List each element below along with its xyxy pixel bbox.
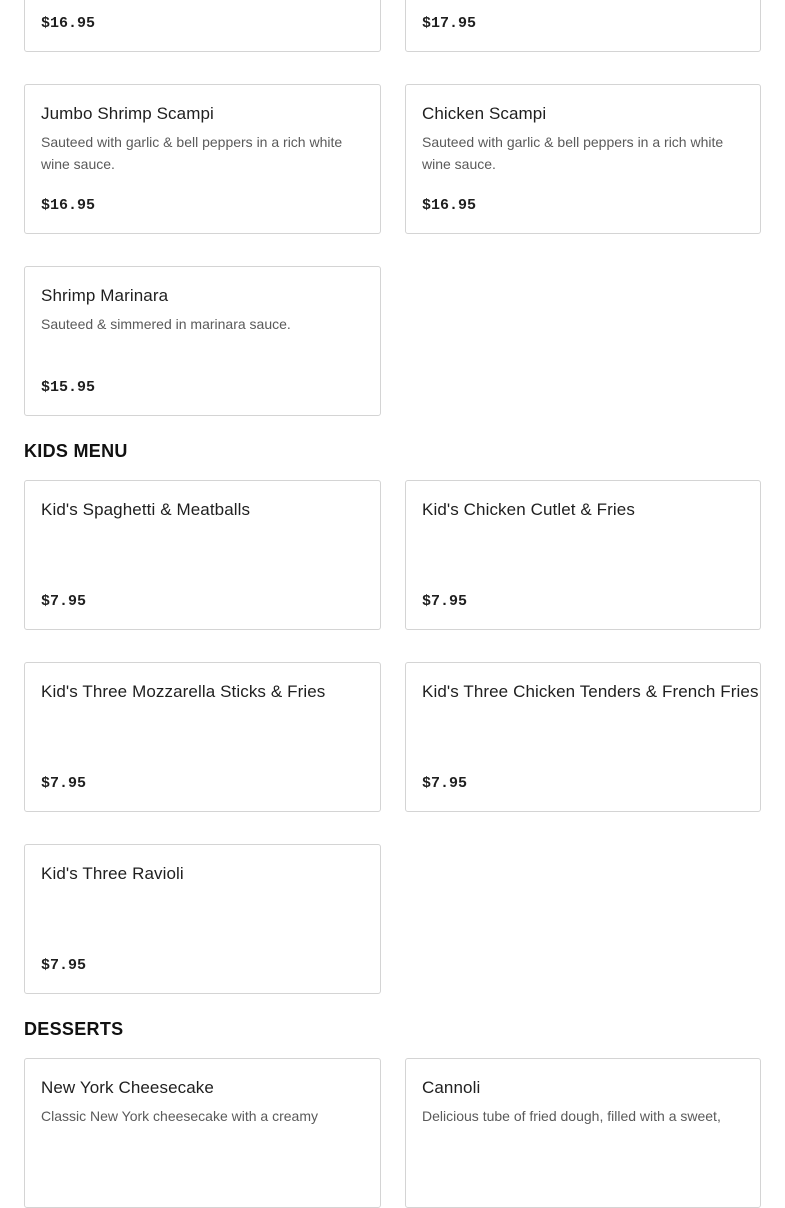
menu-item-description: Sauteed with garlic & bell peppers in a rich white wine sauce. [41, 134, 343, 172]
menu-item-name: Cannoli [422, 1078, 481, 1097]
menu-item-price: $15.95 [41, 379, 96, 396]
menu-item-description: Sauteed & simmered in marinara sauce. [41, 316, 291, 332]
menu-item-card[interactable] [405, 0, 761, 52]
menu-item-card[interactable] [405, 662, 761, 812]
menu-item-card[interactable] [405, 1058, 761, 1208]
menu-item-card[interactable] [24, 84, 381, 234]
menu-item-card[interactable] [24, 662, 381, 812]
menu-item-card[interactable] [405, 480, 761, 630]
menu-item-card[interactable] [24, 1058, 381, 1208]
menu-item-price: $7.95 [422, 775, 468, 792]
menu-item-description: Delicious tube of fried dough, filled with a sweet, [422, 1108, 721, 1124]
menu-item-card[interactable] [405, 84, 761, 234]
menu-item-price: $16.95 [422, 197, 477, 214]
section-title-desserts: DESSERTS [24, 1019, 124, 1039]
menu-item-price: $16.95 [41, 15, 96, 32]
section-title-kids-menu: KIDS MENU [24, 441, 128, 461]
menu-item-card[interactable] [24, 844, 381, 994]
menu-item-card[interactable] [24, 0, 381, 52]
menu-item-name: Kid's Three Ravioli [41, 864, 184, 883]
menu-item-description: Sauteed with garlic & bell peppers in a rich white wine sauce. [422, 134, 724, 172]
menu-item-price: $7.95 [41, 593, 87, 610]
menu-item-card[interactable] [24, 266, 381, 416]
menu-item-name: Shrimp Marinara [41, 286, 169, 305]
menu-item-price: $7.95 [422, 593, 468, 610]
menu-item-description: Classic New York cheesecake with a creamy [41, 1108, 319, 1124]
menu-item-name: Chicken Scampi [422, 104, 547, 123]
menu-item-price: $7.95 [41, 775, 87, 792]
menu-item-name: Kid's Spaghetti & Meatballs [41, 500, 251, 519]
menu-item-price: $7.95 [41, 957, 87, 974]
menu-item-name: Jumbo Shrimp Scampi [41, 104, 214, 123]
menu-item-name: Kid's Three Mozzarella Sticks & Fries [41, 682, 326, 701]
menu-item-price: $16.95 [41, 197, 96, 214]
menu-item-name: Kid's Chicken Cutlet & Fries [422, 500, 635, 519]
menu-item-name: New York Cheesecake [41, 1078, 214, 1097]
menu-item-price: $17.95 [422, 15, 477, 32]
menu-item-card[interactable] [24, 480, 381, 630]
menu-item-name: Kid's Three Chicken Tenders & French Fries [422, 682, 759, 701]
